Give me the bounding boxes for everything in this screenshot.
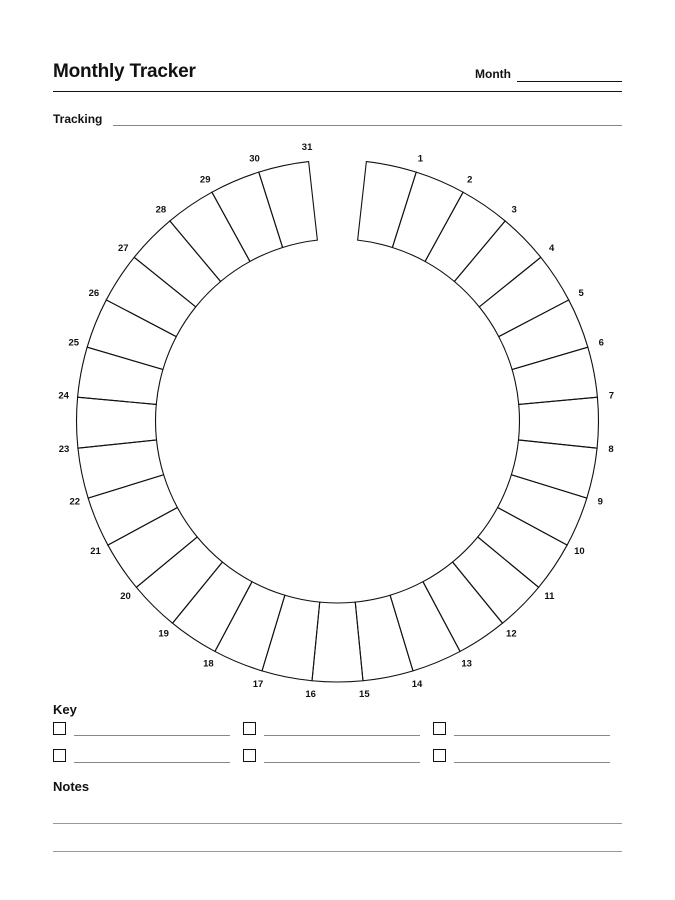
day-cell-2[interactable] (392, 172, 463, 261)
day-cell-20[interactable] (136, 537, 222, 623)
day-cell-18[interactable] (215, 582, 285, 671)
day-cell-7[interactable] (512, 347, 597, 404)
day-label-29: 29 (199, 174, 211, 186)
day-label-27: 27 (118, 243, 129, 255)
key-checkbox[interactable] (243, 749, 256, 762)
key-checkbox[interactable] (53, 749, 66, 762)
day-cell-14[interactable] (390, 582, 460, 671)
notes-line[interactable] (53, 851, 622, 852)
day-label-1: 1 (417, 153, 424, 165)
day-cell-19[interactable] (173, 562, 253, 651)
key-checkbox[interactable] (243, 722, 256, 735)
key-label-line[interactable] (264, 762, 420, 763)
day-cell-29[interactable] (170, 192, 250, 281)
day-label-12: 12 (506, 628, 517, 640)
page-title: Monthly Tracker (53, 61, 196, 82)
day-label-5: 5 (578, 287, 584, 299)
day-label-20: 20 (120, 590, 131, 602)
day-label-11: 11 (544, 590, 555, 602)
day-label-13: 13 (461, 658, 472, 670)
day-cell-5[interactable] (479, 257, 568, 336)
key-checkbox[interactable] (433, 722, 446, 735)
day-cell-9[interactable] (511, 440, 597, 498)
day-cell-4[interactable] (454, 221, 540, 307)
day-cell-26[interactable] (87, 300, 176, 370)
day-label-6: 6 (598, 337, 604, 349)
key-checkbox[interactable] (53, 722, 66, 735)
day-cell-10[interactable] (498, 475, 587, 545)
day-label-2: 2 (467, 174, 473, 186)
day-cell-31[interactable] (259, 162, 318, 248)
day-label-25: 25 (68, 337, 80, 349)
day-cell-22[interactable] (88, 475, 177, 545)
day-label-8: 8 (608, 444, 614, 456)
day-label-19: 19 (158, 628, 169, 640)
notes-line[interactable] (53, 823, 622, 824)
key-heading: Key (53, 702, 77, 717)
day-label-17: 17 (252, 678, 264, 690)
day-cell-28[interactable] (134, 221, 220, 307)
day-label-18: 18 (203, 658, 214, 670)
day-cell-12[interactable] (453, 537, 539, 623)
day-cell-21[interactable] (108, 508, 197, 588)
day-cell-6[interactable] (499, 300, 588, 370)
day-label-22: 22 (69, 496, 81, 508)
key-label-line[interactable] (74, 762, 230, 763)
day-cell-16[interactable] (312, 602, 363, 682)
day-label-7: 7 (608, 390, 615, 402)
month-label: Month (475, 67, 511, 81)
day-cell-13[interactable] (423, 562, 503, 651)
day-label-3: 3 (511, 204, 517, 216)
day-cell-27[interactable] (106, 257, 195, 336)
key-label-line[interactable] (454, 762, 610, 763)
key-label-line[interactable] (264, 735, 420, 736)
key-label-line[interactable] (454, 735, 610, 736)
day-cell-25[interactable] (78, 347, 163, 404)
key-label-line[interactable] (74, 735, 230, 736)
day-cell-8[interactable] (519, 397, 599, 448)
notes-heading: Notes (53, 779, 90, 794)
day-cell-23[interactable] (78, 440, 164, 498)
day-label-23: 23 (58, 444, 70, 456)
tracking-label: Tracking (53, 112, 103, 126)
day-label-31: 31 (301, 142, 313, 154)
key-checkbox[interactable] (433, 749, 446, 762)
day-label-24: 24 (58, 390, 69, 402)
day-cell-1[interactable] (358, 162, 417, 248)
day-label-4: 4 (549, 243, 555, 255)
day-label-21: 21 (90, 546, 101, 558)
day-label-30: 30 (249, 153, 260, 165)
day-label-15: 15 (359, 689, 370, 701)
day-label-9: 9 (597, 496, 603, 508)
day-cell-24[interactable] (77, 397, 157, 448)
day-label-16: 16 (305, 689, 316, 701)
day-label-26: 26 (88, 287, 100, 299)
day-label-10: 10 (574, 546, 585, 558)
day-cell-30[interactable] (212, 172, 283, 261)
day-label-14: 14 (411, 678, 423, 690)
day-cell-17[interactable] (262, 595, 320, 681)
day-label-28: 28 (155, 204, 167, 216)
day-cell-15[interactable] (355, 595, 413, 681)
